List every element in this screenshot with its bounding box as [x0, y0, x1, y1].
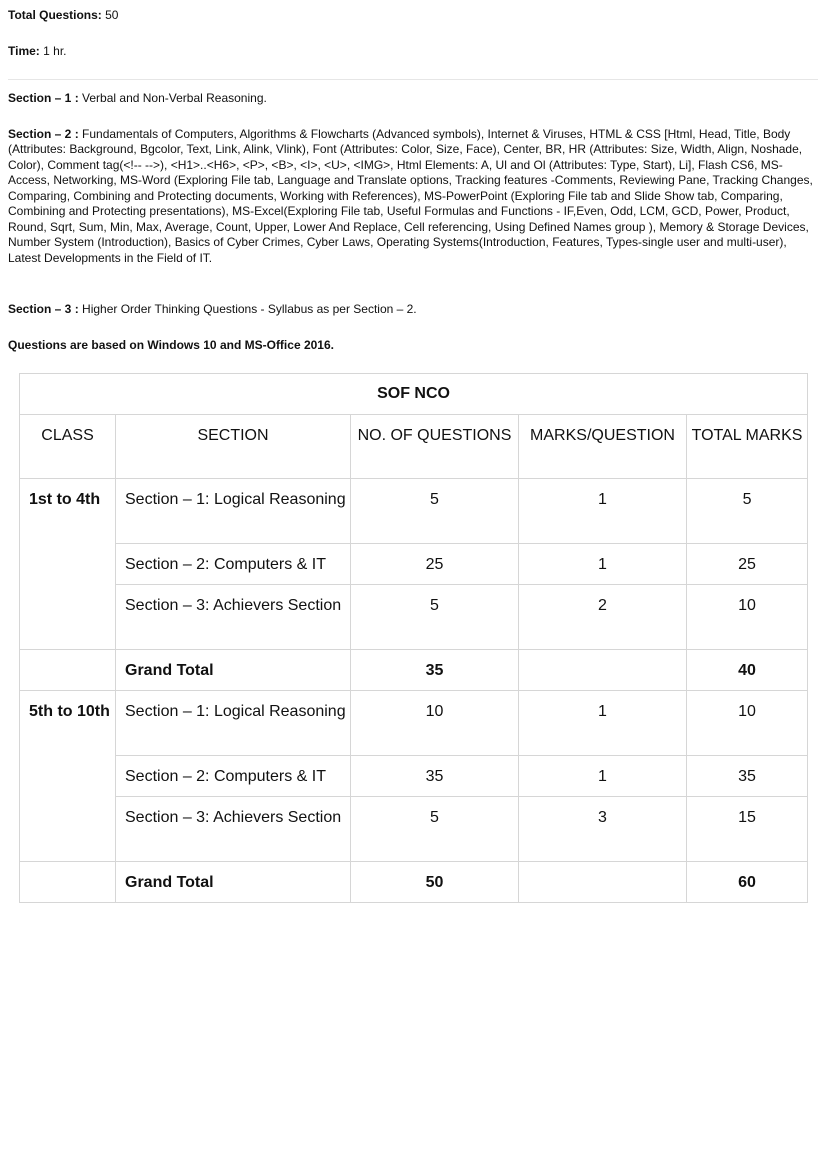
questions-cell: 5: [351, 479, 519, 544]
empty-class-cell: [20, 650, 116, 691]
marks-cell: 1: [519, 756, 687, 797]
section1-text: Verbal and Non-Verbal Reasoning.: [82, 91, 267, 105]
questions-cell: 5: [351, 585, 519, 650]
table-row: [20, 797, 808, 862]
total-cell: 10: [687, 585, 808, 650]
total-cell: 5: [687, 479, 808, 544]
table-title: SOF NCO: [20, 374, 808, 415]
header-class: CLASS: [20, 415, 116, 479]
table-row: [20, 479, 808, 544]
class-cell: 1st to 4th: [20, 479, 116, 650]
table-row: [20, 585, 808, 650]
marks-table: [19, 373, 808, 903]
grand-total-row: [20, 862, 808, 903]
header-marks-per-question: MARKS/QUESTION: [519, 415, 687, 479]
section-cell: Section – 1: Logical Reasoning: [116, 691, 351, 756]
table-row: [20, 691, 808, 756]
grand-total-row: [20, 650, 808, 691]
section1-line: [8, 91, 267, 106]
section-cell: Section – 3: Achievers Section: [116, 797, 351, 862]
questions-cell: 10: [351, 691, 519, 756]
empty-marks-cell: [519, 650, 687, 691]
table-header-row: [20, 415, 808, 479]
divider: [8, 79, 818, 80]
grand-total-label: Grand Total: [116, 650, 351, 691]
table-row: [20, 756, 808, 797]
grand-total-questions: 50: [351, 862, 519, 903]
questions-cell: 25: [351, 544, 519, 585]
empty-class-cell: [20, 862, 116, 903]
section1-label: Section – 1 :: [8, 91, 79, 105]
section3-text: Higher Order Thinking Questions - Syllabus as per Section – 2.: [82, 302, 417, 316]
total-questions-label: Total Questions:: [8, 8, 102, 22]
section-cell: Section – 1: Logical Reasoning: [116, 479, 351, 544]
table-row: [20, 544, 808, 585]
marks-cell: 3: [519, 797, 687, 862]
marks-cell: 1: [519, 479, 687, 544]
section3-label: Section – 3 :: [8, 302, 79, 316]
section-cell: Section – 2: Computers & IT: [116, 756, 351, 797]
section-cell: Section – 3: Achievers Section: [116, 585, 351, 650]
grand-total-marks: 60: [687, 862, 808, 903]
marks-cell: 1: [519, 691, 687, 756]
total-cell: 25: [687, 544, 808, 585]
questions-cell: 35: [351, 756, 519, 797]
section2-text: Fundamentals of Computers, Algorithms & Flowcharts (Advanced symbols), Internet & Viruses, HTML & CSS [Html, Head, Title, Body (Attributes: Background, Bgcolor, Text, Link, Alink, Vlink), Font (Attributes: Color, Size, Face), Center, BR, HR (Attributes: Size, Width, Align, Noshade, Color), Comment tag(<!-- -->), <H1>..<H6>, <P>, <B>, <I>, <U>, <IMG>, Html Elements: A, Ul and Ol (Attributes: Type, Start), Li], Flash CS6, MS-Access, Networking, MS-Word (Exploring File tab, Language and Translate options, Tracking features -Comments, Reviewing Pane, Tracking Changes, Comparing, Combining and Protecting documents, Working with References), MS-PowerPoint (Exploring File tab and Slide Show tab, Comparing, Combining and Protecting presentations), MS-Excel(Exploring File tab, Useful Formulas and Functions - IF,Even, Odd, LCM, GCD, Power, Product, Round, Sqrt, Sum, Min, Max, Average, Count, Upper, Lower And Replace, Cell referencing, Using Defined Names group ), Memory & Storage Devices, Number System (Introduction), Basics of Cyber Crimes, Cyber Laws, Operating Systems(Introduction, Features, Types-single user and multi-user), Latest Developments in the Field of IT.: [8, 127, 813, 265]
time-value: 1 hr.: [43, 44, 67, 58]
questions-cell: 5: [351, 797, 519, 862]
class-cell: 5th to 10th: [20, 691, 116, 862]
marks-cell: 1: [519, 544, 687, 585]
section-cell: Section – 2: Computers & IT: [116, 544, 351, 585]
based-on-note: Questions are based on Windows 10 and MS-Office 2016.: [8, 338, 334, 352]
time-label: Time:: [8, 44, 40, 58]
empty-marks-cell: [519, 862, 687, 903]
section3-line: [8, 302, 417, 317]
total-questions-line: [8, 8, 118, 23]
section2-paragraph: [8, 127, 816, 266]
total-cell: 10: [687, 691, 808, 756]
total-cell: 35: [687, 756, 808, 797]
section2-label: Section – 2 :: [8, 127, 79, 141]
time-line: [8, 44, 67, 59]
total-questions-value: 50: [105, 8, 119, 22]
marks-cell: 2: [519, 585, 687, 650]
grand-total-marks: 40: [687, 650, 808, 691]
header-total-marks: TOTAL MARKS: [687, 415, 808, 479]
grand-total-label: Grand Total: [116, 862, 351, 903]
grand-total-questions: 35: [351, 650, 519, 691]
header-section: SECTION: [116, 415, 351, 479]
total-cell: 15: [687, 797, 808, 862]
header-no-of-questions: NO. OF QUESTIONS: [351, 415, 519, 479]
